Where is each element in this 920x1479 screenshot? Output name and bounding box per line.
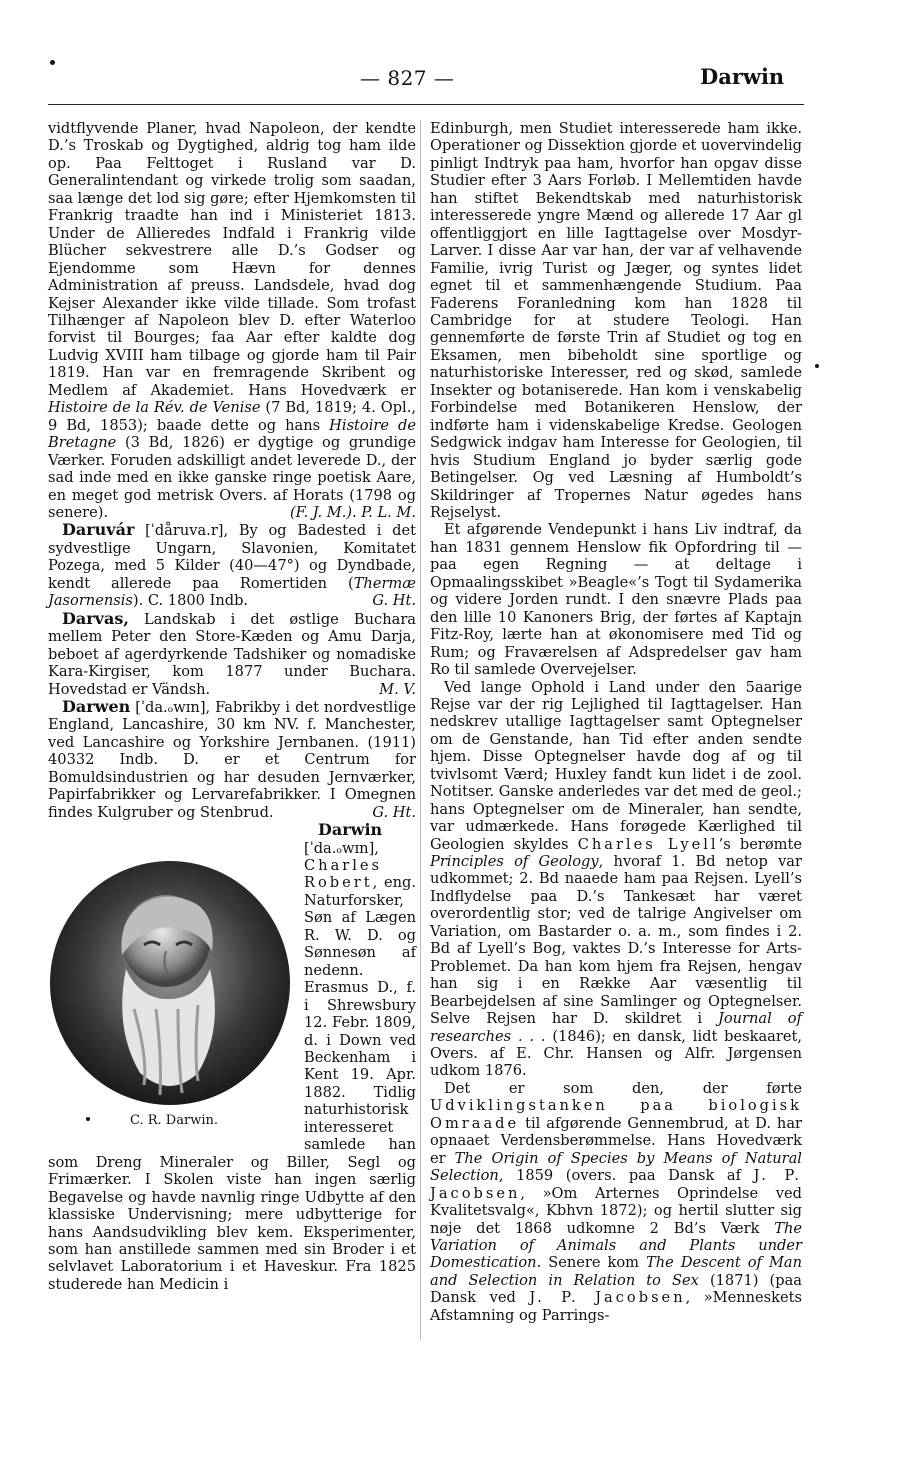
signature: (F. J. M.). P. L. M. <box>289 503 416 521</box>
person-name: Charles Robert <box>304 857 383 892</box>
column-divider <box>420 120 421 1340</box>
entry-darwen: Darwen [ˈda.ₒwɪn], Fabrikby i det nordvestlige England, Lancashire, 30 km NV. f. Manchester, ved Lancashire og Yorkshire Jernbanen. (1911) 40332 Indb. D. er et Centrum for Bomuldsindustrien og har desuden Jernværker, Papirfabrikker og Lervarefabrikker. I Omegnen findes Kulgruber og Stenbrud. G. Ht. <box>48 696 416 821</box>
print-mark <box>50 60 55 65</box>
headword: Darwin <box>318 820 383 840</box>
entry-napoleon-continuation: vidtflyvende Planer, hvad Napoleon, der kendte D.’s Troskab og Dygtighed, aldrig tog ham ilde op. Paa Felttoget i Rusland var D. Generalintendant og virkede trolig som saadan, saa længe det lod sig gøre; efter Hjemkomsten til Frankrig traadte han ind i Ministeriet 1813. Under de Allieredes Indfald i Frankrig vilde Blücher sekvestrere alle D.’s Godser og Ejendomme som Hævn for dennes Administration af preuss. Landsdele, hvad dog Kejser Alexander ikke vilde tillade. Som trofast Tilhænger af Napoleon blev D. efter Waterloo forvist til Bourges; faa Aar efter kaldte dog Ludvig XVIII ham tilbage og gjorde ham til Pair 1819. Han var en fremragende Skribent og Medlem af Akademiet. Hans Hovedværk er Histoire de la Rév. de Venise (7 Bd, 1819; 4. Opl., 9 Bd, 1853); baade dette og hans Histoire de Bretagne (3 Bd, 1826) er dygtige og grundige Værker. Foruden adskilligt andet leverede D., der sad inde med en ikke ganske ringe poetisk Aare, en meget god metrisk Overs. af Horats (1798 og senere). (F. J. M.). P. L. M. <box>48 120 416 521</box>
running-head: Darwin <box>700 64 785 89</box>
darwin-portrait-image <box>48 859 292 1107</box>
paragraph: Det er som den, der førte Udviklingstanken paa biologisk Omraade til afgørende Gennembrud, at D. har opnaaet Verdensberømmelse. Hans Hovedværk er The Origin of Species by Means of Natural Selection, 1859 (overs. paa Dansk af J. P. Jacobsen, »Om Arternes Oprindelse ved Kvalitetsvalg«, Kbhvn 1872); og hertil slutter sig nøje det 1868 udkomne 2 Bd’s Værk The Variation of Animals and Plants under Domestication. Senere kom The Descent of Man and Selection in Relation to Sex (1871) (paa Dansk ved J. P. Jacobsen, »Menneskets Afstamning og Parrings- <box>430 1079 802 1324</box>
page-number: — 827 — <box>360 66 455 90</box>
paragraph: Edinburgh, men Studiet interesserede ham ikke. Operationer og Dissektion gjorde et uovervindelig pinligt Indtryk paa ham, hvorfor han opgav disse Studier efter 3 Aars Forløb. I Mellemtiden havde han stiftet Bekendtskab med naturhistorisk interesserede yngre Mænd og allerede 17 Aar gl offentliggjort en lille Iagttagelse over Mosdyr-Larver. I disse Aar var han, der var af velhavende Familie, ivrig Turist og Jæger, og syntes lidet egnet til et sammenhængende Studium. Paa Faderens Foranledning kom han 1828 til Cambridge for at studere Teologi. Han gennemførte de første Trin af Studiet og tog en Eksamen, men bibeholdt sine sportlige og naturhistoriske Interesser, red og skød, samlede Insekter og botaniserede. Han kom i venskabelig Forbindelse med Botanikeren Henslow, der indførte ham i videnskabelige Kredse. Geologen Sedgwick indgav ham Interesse for Geologien, til hvis Studium England jo byder særlig gode Betingelser. Og ved Læsning af Humboldt’s Skildringer af Tropernes Natur øgedes hans Rejselyst. <box>430 120 802 521</box>
entry-darwin: C. R. Darwin. Darwin [ˈda.ₒwɪn], Charles Robert, eng. Naturforsker, Søn af Lægen R. W. D. og Sønnesøn af nedenn. Erasmus D., f. i Shrewsbury 12. Febr. 1809, d. i Down ved Beckenham i Kent 19. Apr. 1882. Tidlig naturhistorisk interesseret samlede han som Dreng Mineraler og Biller, Segl og Frimærker. I Skolen viste han ingen særlig Begavelse og havde navnlig ringe Udbytte af den klassiske Undervisning; mere udbytterige for hans Aandsudvikling blev kem. Eksperimenter, som han anstillede sammen med sin Broder i et selvlavet Laboratorium i et Haveskur. Fra 1825 studerede han Medicin i <box>48 820 416 1293</box>
entry-daruvar: Daruvár [ˈdåruva.r], By og Badested i det sydvestlige Ungarn, Slavonien, Komitatet Pozega, med 5 Kilder (40—47°) og Dyndbade, kendt allerede paa Romertiden (Thermæ Jasornensis). C. 1800 Indb. G. Ht. <box>48 520 416 610</box>
right-column <box>430 120 802 1324</box>
headword: Darwen <box>62 696 131 716</box>
signature: M. V. <box>379 680 416 698</box>
header-rule <box>48 104 804 105</box>
paragraph: Ved lange Ophold i Land under den 5aarige Rejse var der rig Lejlighed til Iagttagelser. Han nedskrev utallige Iagttagelser samt Optegnelser om de Genstande, han Tid efter anden sendte hjem. Disse Optegnelser havde dog af og til tvivlsomt Værd; Huxley fandt kun lidet i de zool. Notitser. Ganske anderledes var det med de geol.; hans Optegnelser om de Mineraler, han sendte, var udmærkede. Hans forøgede Kærlighed til Geologien skyldes Charles Lyell’s berømte Principles of Geology, hvoraf 1. Bd netop var udkommet; 2. Bd naaede ham paa Rejsen. Lyell’s Indflydelse paa D.’s Tankesæt har været overordentlig stor; ved de talrige Angivelser om Variation, om Bastarder o. a. m., som findes i 2. Bd af Lyell’s Bog, vaktes D.’s Interesse for Arts-Problemet. Da han kom hjem fra Rejsen, hengav han sig i en Række Aar væsentlig til Bearbejdelsen af sine Samlinger og Optegnelser. Selve Rejsen har D. skildret i Journal of researches . . . (1846); en dansk, lidt beskaaret, Overs. af E. Chr. Hansen og Alfr. Jørgensen udkom 1876. <box>430 678 802 1080</box>
signature: G. Ht. <box>372 592 416 610</box>
signature: G. Ht. <box>372 803 416 821</box>
portrait-figure <box>46 821 298 1139</box>
caption-bullet <box>86 1117 90 1121</box>
headword: Darvas, <box>62 608 129 628</box>
print-mark-right <box>815 364 819 368</box>
paragraph: Et afgørende Vendepunkt i hans Liv indtraf, da han 1831 gennem Henslow fik Opfordring til — paa egen Regning — at deltage i Opmaalingsskibet »Beagle«’s Togt til Sydamerika og videre Jorden rundt. I den snævre Plads paa den lille 10 Kanoners Brig, der førtes af Kaptajn Fitz-Roy, lærte han at økonomisere med Tid og Rum; og Fraværelsen af Adspredelser gav ham Ro til samlede Overvejelser. <box>430 521 802 679</box>
left-column <box>48 120 416 1293</box>
entry-darvas: Darvas, Landskab i det østlige Buchara mellem Peter den Store-Kæden og Amu Darja, beboet af agerdyrkende Tadshiker og nomadiske Kara-Kirgiser, kom 1877 under Buchara. Hovedstad er Vändsh. M. V. <box>48 608 416 698</box>
portrait-caption: C. R. Darwin. <box>130 1113 218 1129</box>
headword: Daruvár <box>62 520 135 540</box>
